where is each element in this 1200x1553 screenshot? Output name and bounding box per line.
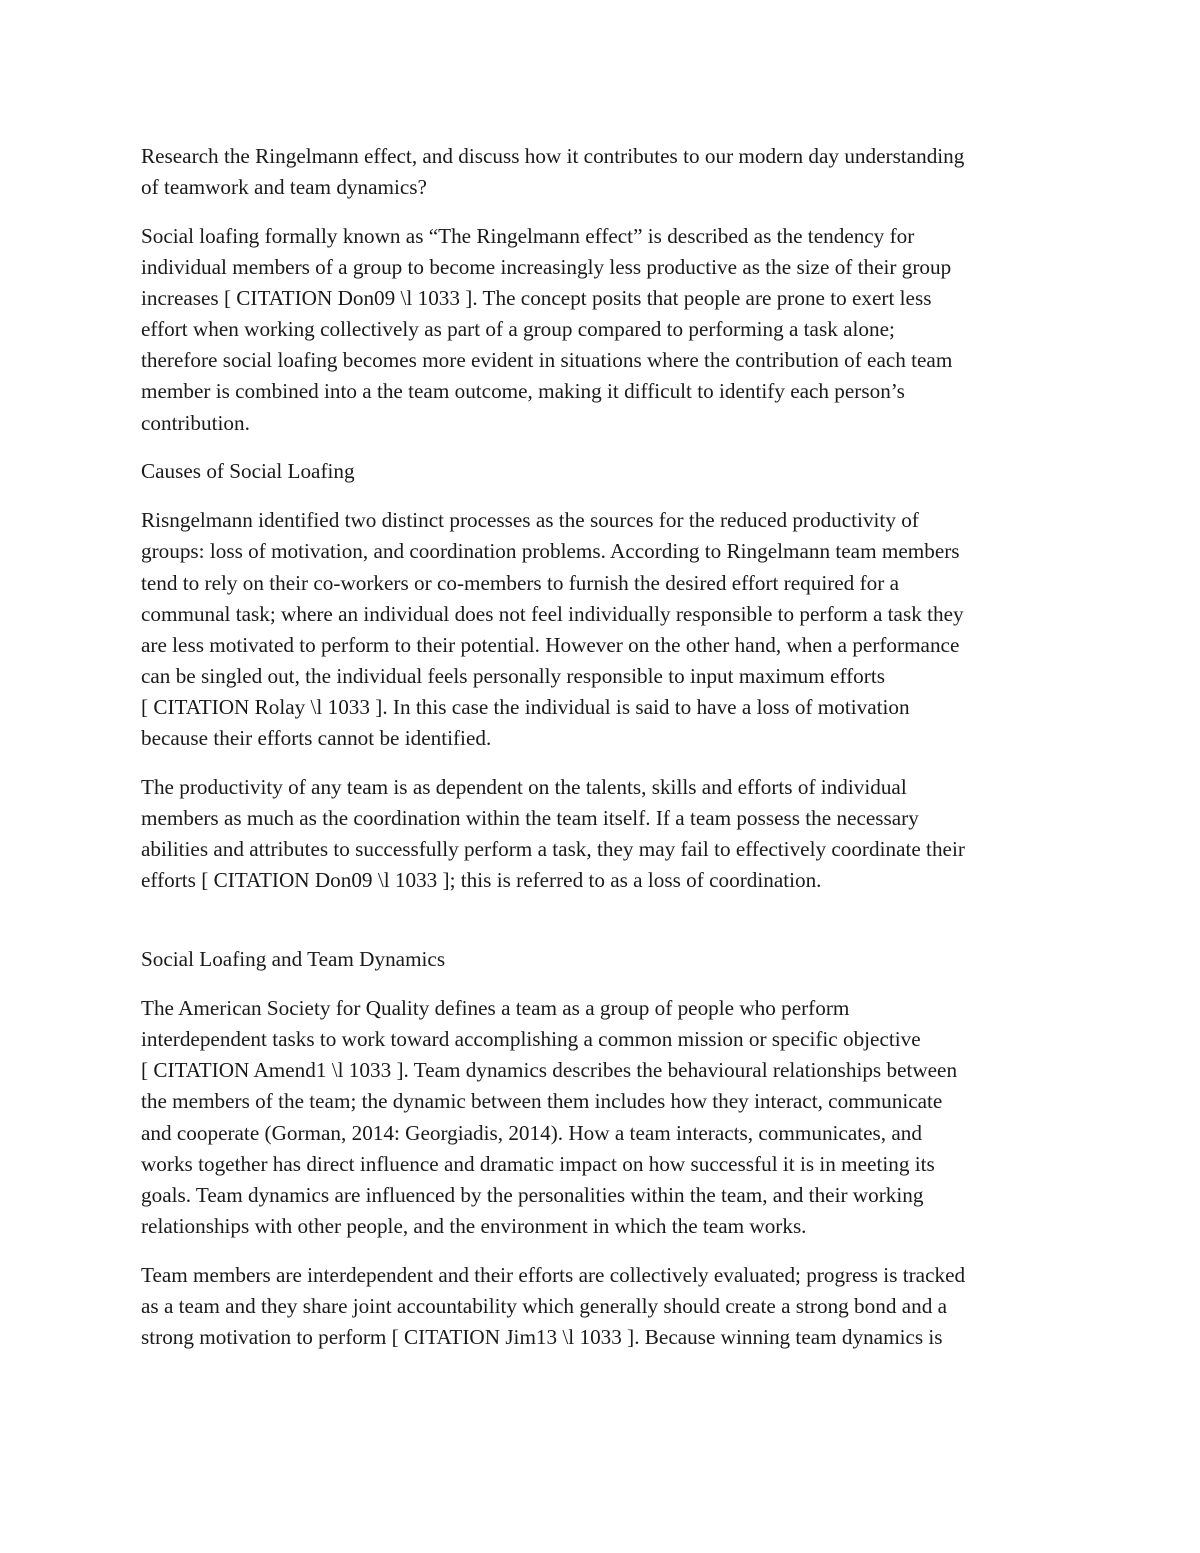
text-line: increases [ CITATION Don09 \l 1033 ]. The concept posits that people are prone to exert less bbox=[141, 286, 932, 311]
text-line: Research the Ringelmann effect, and discuss how it contributes to our modern day understanding bbox=[141, 144, 965, 168]
text-line: individual members of a group to become increasingly less productive as the size of their group bbox=[141, 255, 952, 280]
text-line: strong motivation to perform [ CITATION Jim13 \l 1033 ]. Because winning team dynamics is bbox=[141, 1324, 943, 1349]
text-line: contribution. bbox=[141, 410, 250, 435]
text-line: works together has direct influence and dramatic impact on how successful it is in meeting its bbox=[141, 1151, 935, 1176]
text-line: Team members are interdependent and their efforts are collectively evaluated; progress is tracked bbox=[141, 1262, 966, 1287]
text-line: as a team and they share joint accountability which generally should create a strong bond and a bbox=[141, 1293, 948, 1318]
body-paragraph bbox=[141, 772, 1071, 896]
text-line: groups: loss of motivation, and coordination problems. According to Ringelmann team members bbox=[141, 539, 960, 564]
text-line: member is combined into a the team outcome, making it difficult to identify each person’s bbox=[141, 379, 905, 404]
text-line: relationships with other people, and the environment in which the team works. bbox=[141, 1213, 807, 1238]
text-line: The American Society for Quality defines a team as a group of people who perform bbox=[141, 996, 850, 1021]
body-paragraph bbox=[141, 1260, 1071, 1353]
heading-text: Social Loafing and Team Dynamics bbox=[141, 947, 446, 972]
text-line: [ CITATION Amend1 \l 1033 ]. Team dynamics describes the behavioural relationships between bbox=[141, 1058, 958, 1083]
text-line: and cooperate (Gorman, 2014: Georgiadis, 2014). How a team interacts, communicates, and bbox=[141, 1120, 922, 1145]
text-line: members as much as the coordination within the team itself. If a team possess the necessary bbox=[141, 805, 919, 830]
text-line: therefore social loafing becomes more evident in situations where the contribution of each team bbox=[141, 348, 953, 373]
text-line: can be singled out, the individual feels personally responsible to input maximum efforts bbox=[141, 663, 885, 688]
text-line: the members of the team; the dynamic between them includes how they interact, communicate bbox=[141, 1089, 943, 1114]
text-line: Risngelmann identified two distinct processes as the sources for the reduced productivity of bbox=[141, 508, 919, 533]
text-line: because their efforts cannot be identified. bbox=[141, 725, 492, 750]
text-line: tend to rely on their co-workers or co-members to furnish the desired effort required for a bbox=[141, 570, 899, 595]
body-paragraph bbox=[141, 505, 1071, 754]
heading-text: Causes of Social Loafing bbox=[141, 459, 355, 484]
text-line: communal task; where an individual does not feel individually responsible to perform a task they bbox=[141, 601, 964, 626]
section-heading bbox=[141, 456, 1071, 487]
body-paragraph bbox=[141, 221, 1071, 439]
text-line: are less motivated to perform to their potential. However on the other hand, when a performance bbox=[141, 632, 960, 657]
text-line: The productivity of any team is as dependent on the talents, skills and efforts of individual bbox=[141, 774, 907, 799]
document-body bbox=[141, 141, 1071, 1371]
text-line: efforts [ CITATION Don09 \l 1033 ]; this is referred to as a loss of coordination. bbox=[141, 868, 822, 893]
text-line: [ CITATION Rolay \l 1033 ]. In this case the individual is said to have a loss of motivation bbox=[141, 694, 910, 719]
text-line: goals. Team dynamics are influenced by the personalities within the team, and their working bbox=[141, 1182, 924, 1207]
text-line: effort when working collectively as part of a group compared to performing a task alone; bbox=[141, 317, 895, 342]
body-paragraph bbox=[141, 993, 1071, 1242]
text-line: of teamwork and team dynamics? bbox=[141, 175, 427, 200]
text-line: interdependent tasks to work toward accomplishing a common mission or specific objective bbox=[141, 1027, 921, 1052]
text-line: abilities and attributes to successfully perform a task, they may fail to effectively coordinate their bbox=[141, 837, 965, 862]
text-line: Social loafing formally known as “The Ringelmann effect” is described as the tendency for bbox=[141, 223, 915, 248]
section-heading bbox=[141, 944, 1071, 975]
question-paragraph bbox=[141, 141, 1071, 203]
